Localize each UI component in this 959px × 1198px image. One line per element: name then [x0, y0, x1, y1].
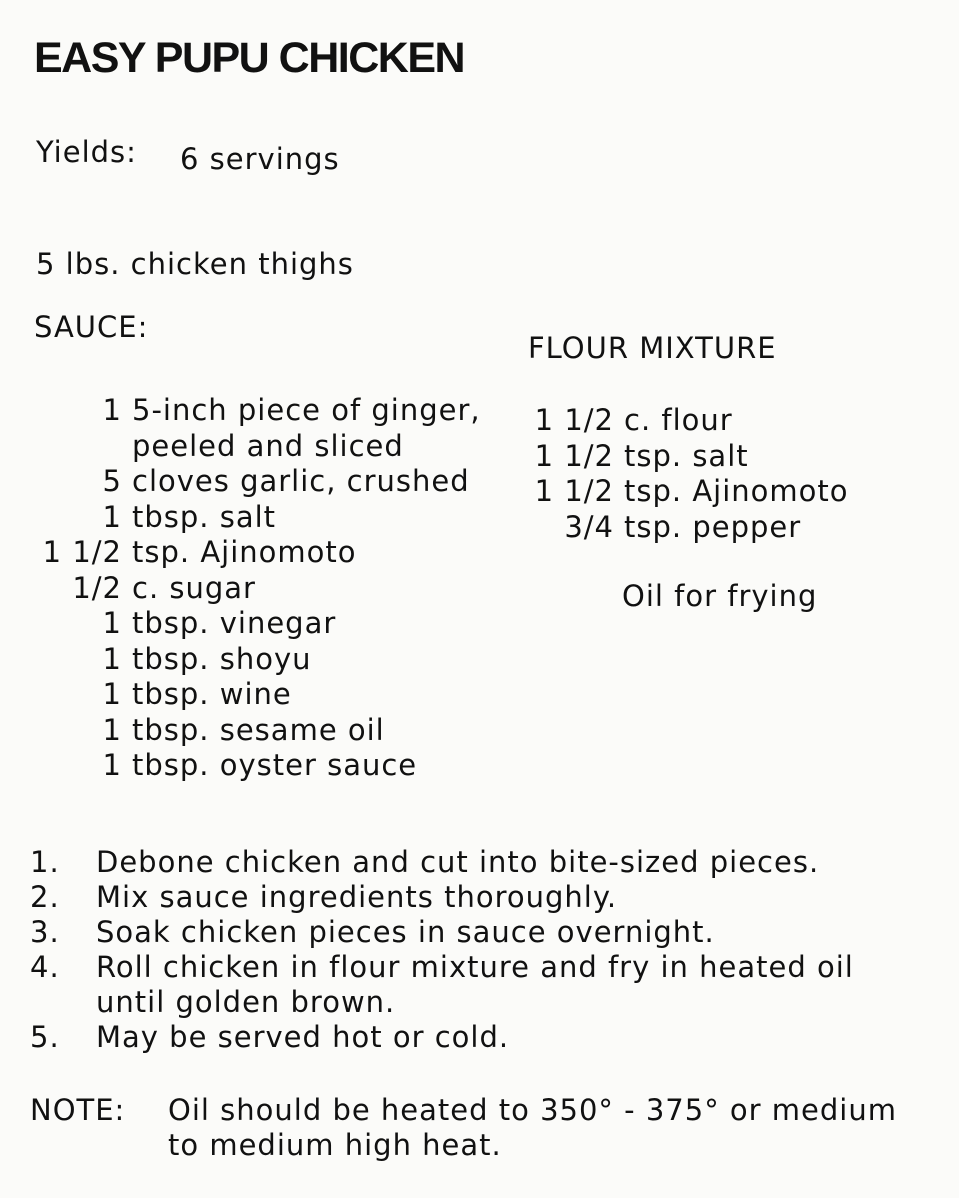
ingredient-name: tsp. pepper [624, 509, 802, 544]
ingredient-qty: 1 [102, 677, 122, 711]
sauce-ingredient [0, 535, 481, 571]
step-item [30, 845, 930, 880]
ingredient-qty: 5 [102, 464, 122, 498]
sauce-ingredient [0, 642, 481, 678]
ingredient-qty: 1 1/2 [42, 535, 122, 569]
sauce-ingredient [0, 393, 481, 429]
ingredient-name: tsp. Ajinomoto [624, 474, 849, 508]
note-label: NOTE: [30, 1093, 126, 1127]
ingredient-name: c. flour [624, 403, 733, 437]
step-text-continuation: until golden brown. [96, 985, 396, 1019]
step-number: 2. [30, 880, 60, 914]
sauce-ingredient [0, 571, 481, 607]
ingredient-qty: 3/4 [564, 509, 614, 544]
step-number: 5. [30, 1020, 60, 1054]
ingredient-qty: 1 [102, 606, 122, 640]
ingredient-qty: 1 1/2 [534, 403, 614, 437]
ingredient-name: tbsp. wine [132, 677, 292, 711]
sauce-ingredient [0, 500, 481, 536]
flour-ingredient [500, 439, 849, 475]
recipe-title: EASY PUPU CHICKEN [34, 34, 465, 82]
step-number: 3. [30, 915, 60, 949]
yields-label: Yields: [36, 135, 137, 169]
flour-mixture-list [500, 403, 849, 545]
ingredient-qty: 1 [102, 393, 122, 427]
sauce-ingredient [0, 606, 481, 642]
ingredient-name: tsp. Ajinomoto [132, 535, 357, 569]
step-item [30, 950, 930, 985]
flour-ingredient [500, 510, 849, 546]
flour-ingredient [500, 474, 849, 510]
sauce-ingredient-list [0, 393, 481, 784]
note-block [30, 1093, 897, 1163]
ingredient-name-cont: peeled and sliced [132, 428, 404, 463]
ingredient-qty: 1 [102, 499, 122, 534]
step-text: Soak chicken pieces in sauce overnight. [96, 915, 715, 949]
sauce-ingredient [0, 677, 481, 713]
flour-mixture-heading: FLOUR MIXTURE [528, 331, 777, 365]
ingredient-name: tbsp. vinegar [132, 606, 337, 640]
main-ingredient: 5 lbs. chicken thighs [36, 247, 354, 281]
ingredient-qty: 1 [102, 712, 122, 747]
step-item [30, 1020, 930, 1055]
instruction-steps [30, 845, 930, 1055]
step-text: May be served hot or cold. [96, 1020, 510, 1054]
ingredient-qty: 1 [102, 641, 122, 676]
yields-value: 6 servings [180, 142, 340, 176]
step-number: 4. [30, 950, 60, 984]
ingredient-qty: 1 1/2 [534, 438, 614, 473]
ingredient-name: 5-inch piece of ginger, [132, 393, 481, 427]
ingredient-qty: 1/2 [72, 570, 122, 605]
step-text: Roll chicken in flour mixture and fry in heated oil [96, 950, 854, 984]
sauce-ingredient [0, 464, 481, 500]
ingredient-name: c. sugar [132, 570, 256, 605]
step-text: Debone chicken and cut into bite-sized pieces. [96, 845, 820, 879]
ingredient-name: tsp. salt [624, 438, 749, 473]
ingredient-name: tbsp. oyster sauce [132, 748, 418, 782]
ingredient-qty: 1 1/2 [534, 474, 614, 508]
sauce-ingredient [0, 748, 481, 784]
ingredient-name: tbsp. salt [132, 499, 277, 534]
step-number: 1. [30, 845, 60, 879]
note-line: to medium high heat. [168, 1128, 502, 1162]
ingredient-name: tbsp. shoyu [132, 641, 312, 676]
note-line: Oil should be heated to 350° - 375° or medium [168, 1093, 897, 1127]
step-item [30, 880, 930, 915]
note-body [168, 1093, 897, 1163]
ingredient-name: cloves garlic, crushed [132, 464, 470, 498]
step-text: Mix sauce ingredients thoroughly. [96, 880, 618, 914]
step-item [30, 915, 930, 950]
ingredient-qty: 1 [102, 748, 122, 782]
sauce-heading: SAUCE: [34, 310, 149, 344]
oil-for-frying: Oil for frying [622, 579, 818, 613]
flour-ingredient [500, 403, 849, 439]
ingredient-name: tbsp. sesame oil [132, 712, 385, 747]
sauce-ingredient-continuation [0, 429, 481, 465]
sauce-ingredient [0, 713, 481, 749]
